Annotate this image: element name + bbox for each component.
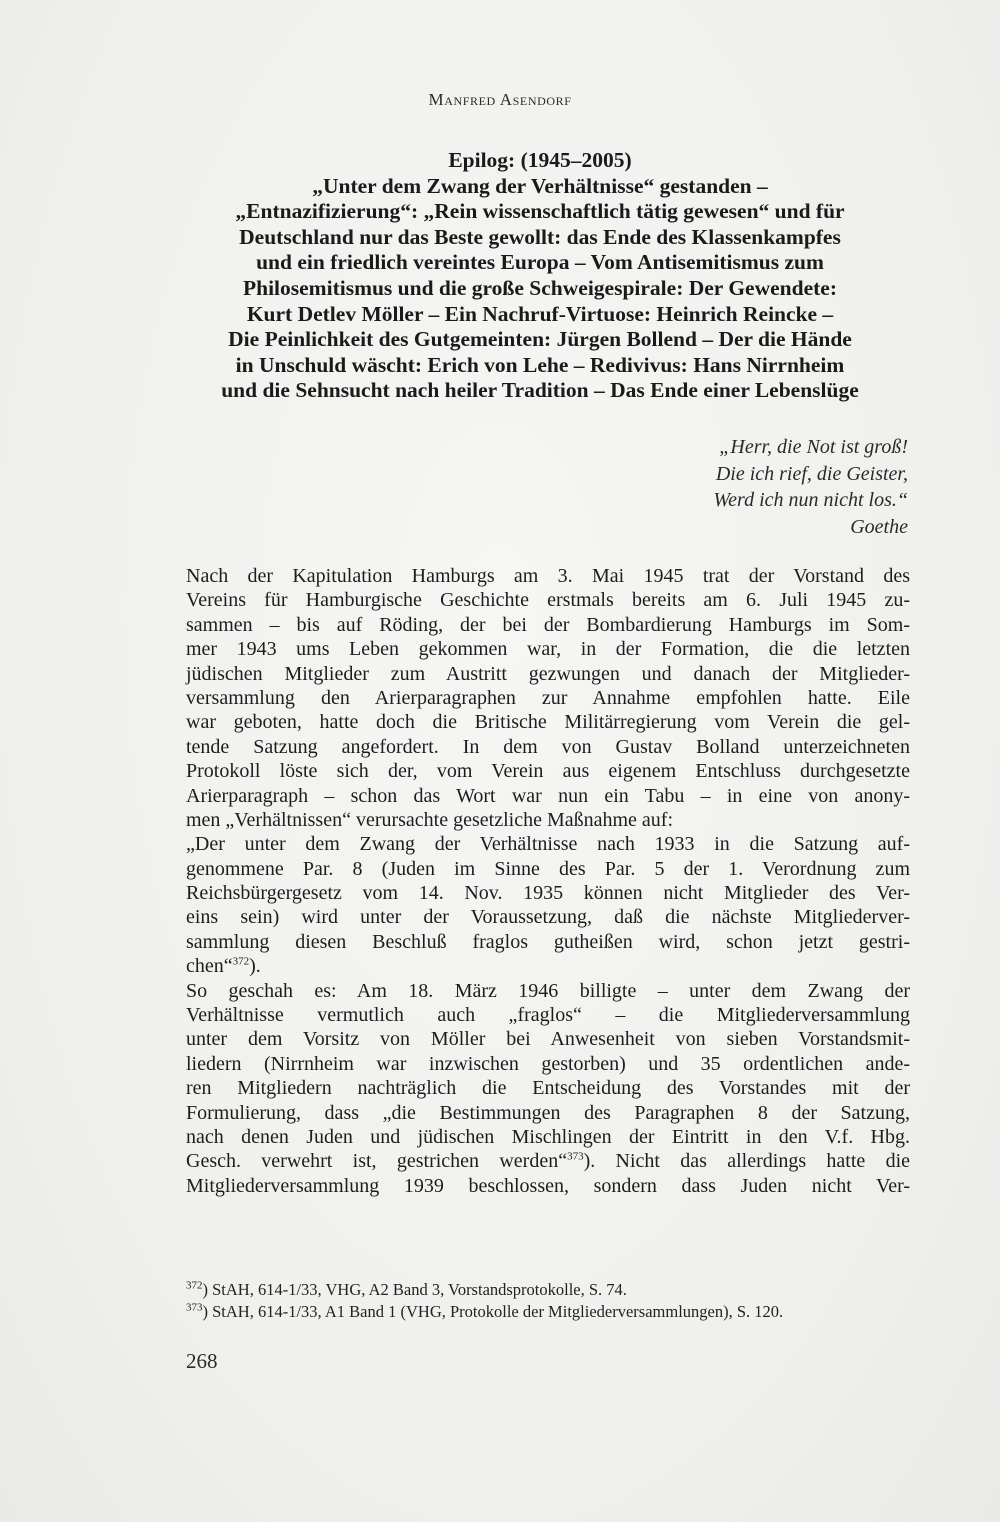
chapter-title-line: „Entnazifizierung“: „Rein wissenschaftlich tätig gewesen“ und für: [235, 199, 845, 224]
chapter-title-line: Kurt Detlev Möller – Ein Nachruf-Virtuose: Heinrich Reincke –: [246, 301, 834, 326]
footnote: [186, 1279, 910, 1301]
epigraph-author: Goethe: [850, 515, 908, 538]
body-line: Mitgliederversammlung 1939 beschlossen, sondern dass Juden nicht Ver-: [186, 1174, 910, 1197]
quote-line: Reichsbürgergesetz vom 14. Nov. 1935 können nicht Mitglieder des Ver-: [186, 882, 910, 905]
chapter-title-line: „Unter dem Zwang der Verhältnisse“ gestanden –: [312, 173, 768, 198]
body-line: Protokoll löste sich der, vom Verein aus eigenem Entschluss durchgesetzte: [186, 760, 910, 783]
footnote-reference: 373: [567, 1150, 584, 1163]
body-line: mer 1943 ums Leben gekommen war, in der Formation, die die letzten: [186, 638, 910, 661]
body-line: ren Mitgliedern nachträglich die Entscheidung des Vorstandes mit der: [186, 1077, 910, 1100]
page-number: 268: [186, 1349, 218, 1373]
epigraph: [608, 434, 908, 540]
footnote-number: 373: [186, 1301, 203, 1314]
quote-line: sammlung diesen Beschluß fraglos gutheißen wird, schon jetzt gestri-: [186, 930, 910, 953]
body-line: jüdischen Mitglieder zum Austritt gezwungen und danach der Mitglieder-: [186, 662, 910, 685]
chapter-title-line: und ein friedlich vereintes Europa – Vom Antisemitismus zum: [256, 250, 824, 275]
body-line: Formulierung, dass „die Bestimmungen des Paragraphen 8 der Satzung,: [186, 1101, 910, 1124]
body-line: tende Satzung angefordert. In dem von Gustav Bolland unterzeichneten: [186, 735, 910, 758]
footnote: [186, 1301, 910, 1323]
footnote-text: ) StAH, 614-1/33, VHG, A2 Band 3, Vorstandsprotokolle, S. 74.: [202, 1280, 627, 1299]
footnote-text: ) StAH, 614-1/33, A1 Band 1 (VHG, Protokolle der Mitgliederversammlungen), S. 120.: [202, 1302, 784, 1321]
epigraph-line: Die ich rief, die Geister,: [715, 462, 908, 485]
body-line: Verhältnisse vermutlich auch „fraglos“ – die Mitgliederversammlung: [186, 1004, 910, 1027]
body-line: Arierparagraph – schon das Wort war nun ein Tabu – in eine von anony-: [186, 784, 910, 807]
chapter-title-line: in Unschuld wäscht: Erich von Lehe – Redivivus: Hans Nirrnheim: [235, 352, 845, 377]
chapter-title-line: Deutschland nur das Beste gewollt: das Ende des Klassenkampfes: [239, 224, 841, 249]
footnotes: [186, 1279, 910, 1323]
epigraph-line: Werd ich nun nicht los.“: [713, 489, 908, 511]
body-line: versammlung den Arierparagraphen zur Annahme empfohlen hatte. Eile: [186, 686, 910, 709]
body-text: [186, 564, 910, 1198]
body-line: unter dem Vorsitz von Möller bei Anwesenheit von sieben Vorstandsmit-: [186, 1028, 910, 1051]
body-line: nach denen Juden und jüdischen Mischlingen der Eintritt in den V.f. Hbg.: [186, 1125, 910, 1148]
body-line: Gesch. verwehrt ist, gestrichen werden“$^{373}$). Nicht das allerdings hatte die: [186, 1150, 911, 1173]
quote-line: chen“$^{372}$).: [186, 955, 261, 978]
quote-line: „Der unter dem Zwang der Verhältnisse nach 1933 in die Satzung auf-: [186, 833, 910, 856]
body-line: So geschah es: Am 18. März 1946 billigte – unter dem Zwang der: [186, 979, 910, 1002]
epigraph-line: „Herr, die Not ist groß!: [719, 436, 908, 458]
quote-line: genommene Par. 8 (Juden im Sinne des Par. 5 der 1. Verordnung zum: [186, 857, 910, 880]
body-line: liedern (Nirrnheim war inzwischen gestorben) und 35 ordentlichen ande-: [186, 1052, 910, 1075]
body-line: war geboten, hatte doch die Britische Militärregierung vom Verein die gel-: [186, 711, 910, 734]
running-head: Manfred Asendorf: [428, 90, 572, 109]
chapter-title: [160, 148, 920, 404]
body-line: men „Verhältnissen“ verursachte gesetzliche Maßnahme auf:: [186, 808, 674, 831]
footnote-reference: 372: [232, 955, 250, 968]
chapter-title-line: Epilog: (1945–2005): [448, 148, 632, 172]
body-line: Nach der Kapitulation Hamburgs am 3. Mai 1945 trat der Vorstand des: [186, 565, 910, 587]
body-line: sammen – bis auf Röding, der bei der Bombardierung Hamburgs im Som-: [186, 613, 910, 636]
quote-line: eins sein) wird unter der Voraussetzung, daß die nächste Mitgliederver-: [186, 906, 910, 929]
body-line: Vereins für Hamburgische Geschichte erstmals bereits am 6. Juli 1945 zu-: [186, 589, 910, 612]
chapter-title-line: Die Peinlichkeit des Gutgemeinten: Jürgen Bollend – Der die Hände: [228, 327, 852, 352]
chapter-title-line: Philosemitismus und die große Schweigespirale: Der Gewendete:: [242, 275, 837, 300]
chapter-title-line: und die Sehnsucht nach heiler Tradition – Das Ende einer Lebenslüge: [221, 378, 859, 403]
footnote-number: 372: [186, 1279, 203, 1292]
